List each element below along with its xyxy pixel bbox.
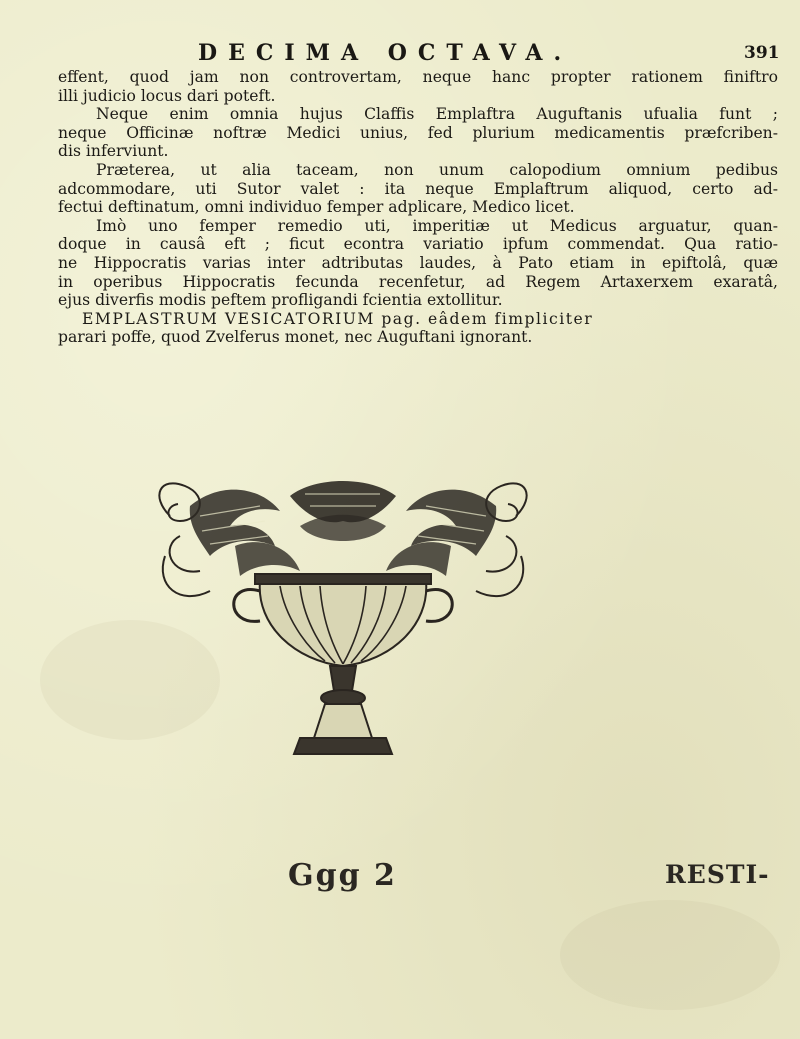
text-line: ejus diverfis modis peftem profligandi fcientia extollitur.: [58, 291, 503, 310]
text-line: parari poffe, quod Zvelferus monet, nec Auguftani ignorant.: [58, 328, 533, 347]
text-line: neque Officinæ noftræ Medici unius, fed plurium medicamentis præfcriben-: [58, 123, 778, 142]
catchword: RESTI-: [665, 860, 770, 889]
text-line: effent, quod jam non controvertam, neque hanc propter rationem finiftro: [58, 68, 778, 86]
body-text: [58, 68, 778, 347]
running-head: [0, 40, 800, 70]
text-line: dis inferviunt.: [58, 142, 169, 161]
text-line: in operibus Hippocratis fecunda recenfetur, ad Regem Artaxerxem exaratâ,: [58, 272, 778, 291]
paper-stain: [560, 900, 780, 1010]
text-line: Neque enim omnia hujus Claffis Emplaftra Auguftanis ufualia funt ;: [96, 105, 778, 124]
running-head-title: DECIMA OCTAVA.: [198, 40, 573, 66]
text-line: ne Hippocratis varias inter adtributas laudes, à Pato etiam in epiftolâ, quæ: [58, 253, 778, 272]
text-line: Imò uno femper remedio uti, imperitiæ ut Medicus arguatur, quan-: [96, 216, 778, 235]
text-line: EMPLASTRUM VESICATORIUM pag. eâdem fimpliciter: [82, 309, 594, 328]
page-number: 391: [744, 43, 780, 63]
signature-mark: Ggg 2: [288, 858, 397, 893]
text-line: adcommodare, uti Sutor valet : ita neque Emplaftrum aliquod, certo ad-: [58, 179, 778, 198]
text-line: doque in causâ eft ; ficut econtra variatio ipfum commendat. Qua ratio-: [58, 235, 778, 254]
text-line: Præterea, ut alia taceam, non unum calopodium omnium pedibus: [96, 160, 778, 179]
text-line: fectui deftinatum, omni individuo femper adplicare, Medico licet.: [58, 198, 575, 217]
vase-ornament: [140, 476, 546, 766]
text-line: illi judicio locus dari poteft.: [58, 86, 276, 105]
